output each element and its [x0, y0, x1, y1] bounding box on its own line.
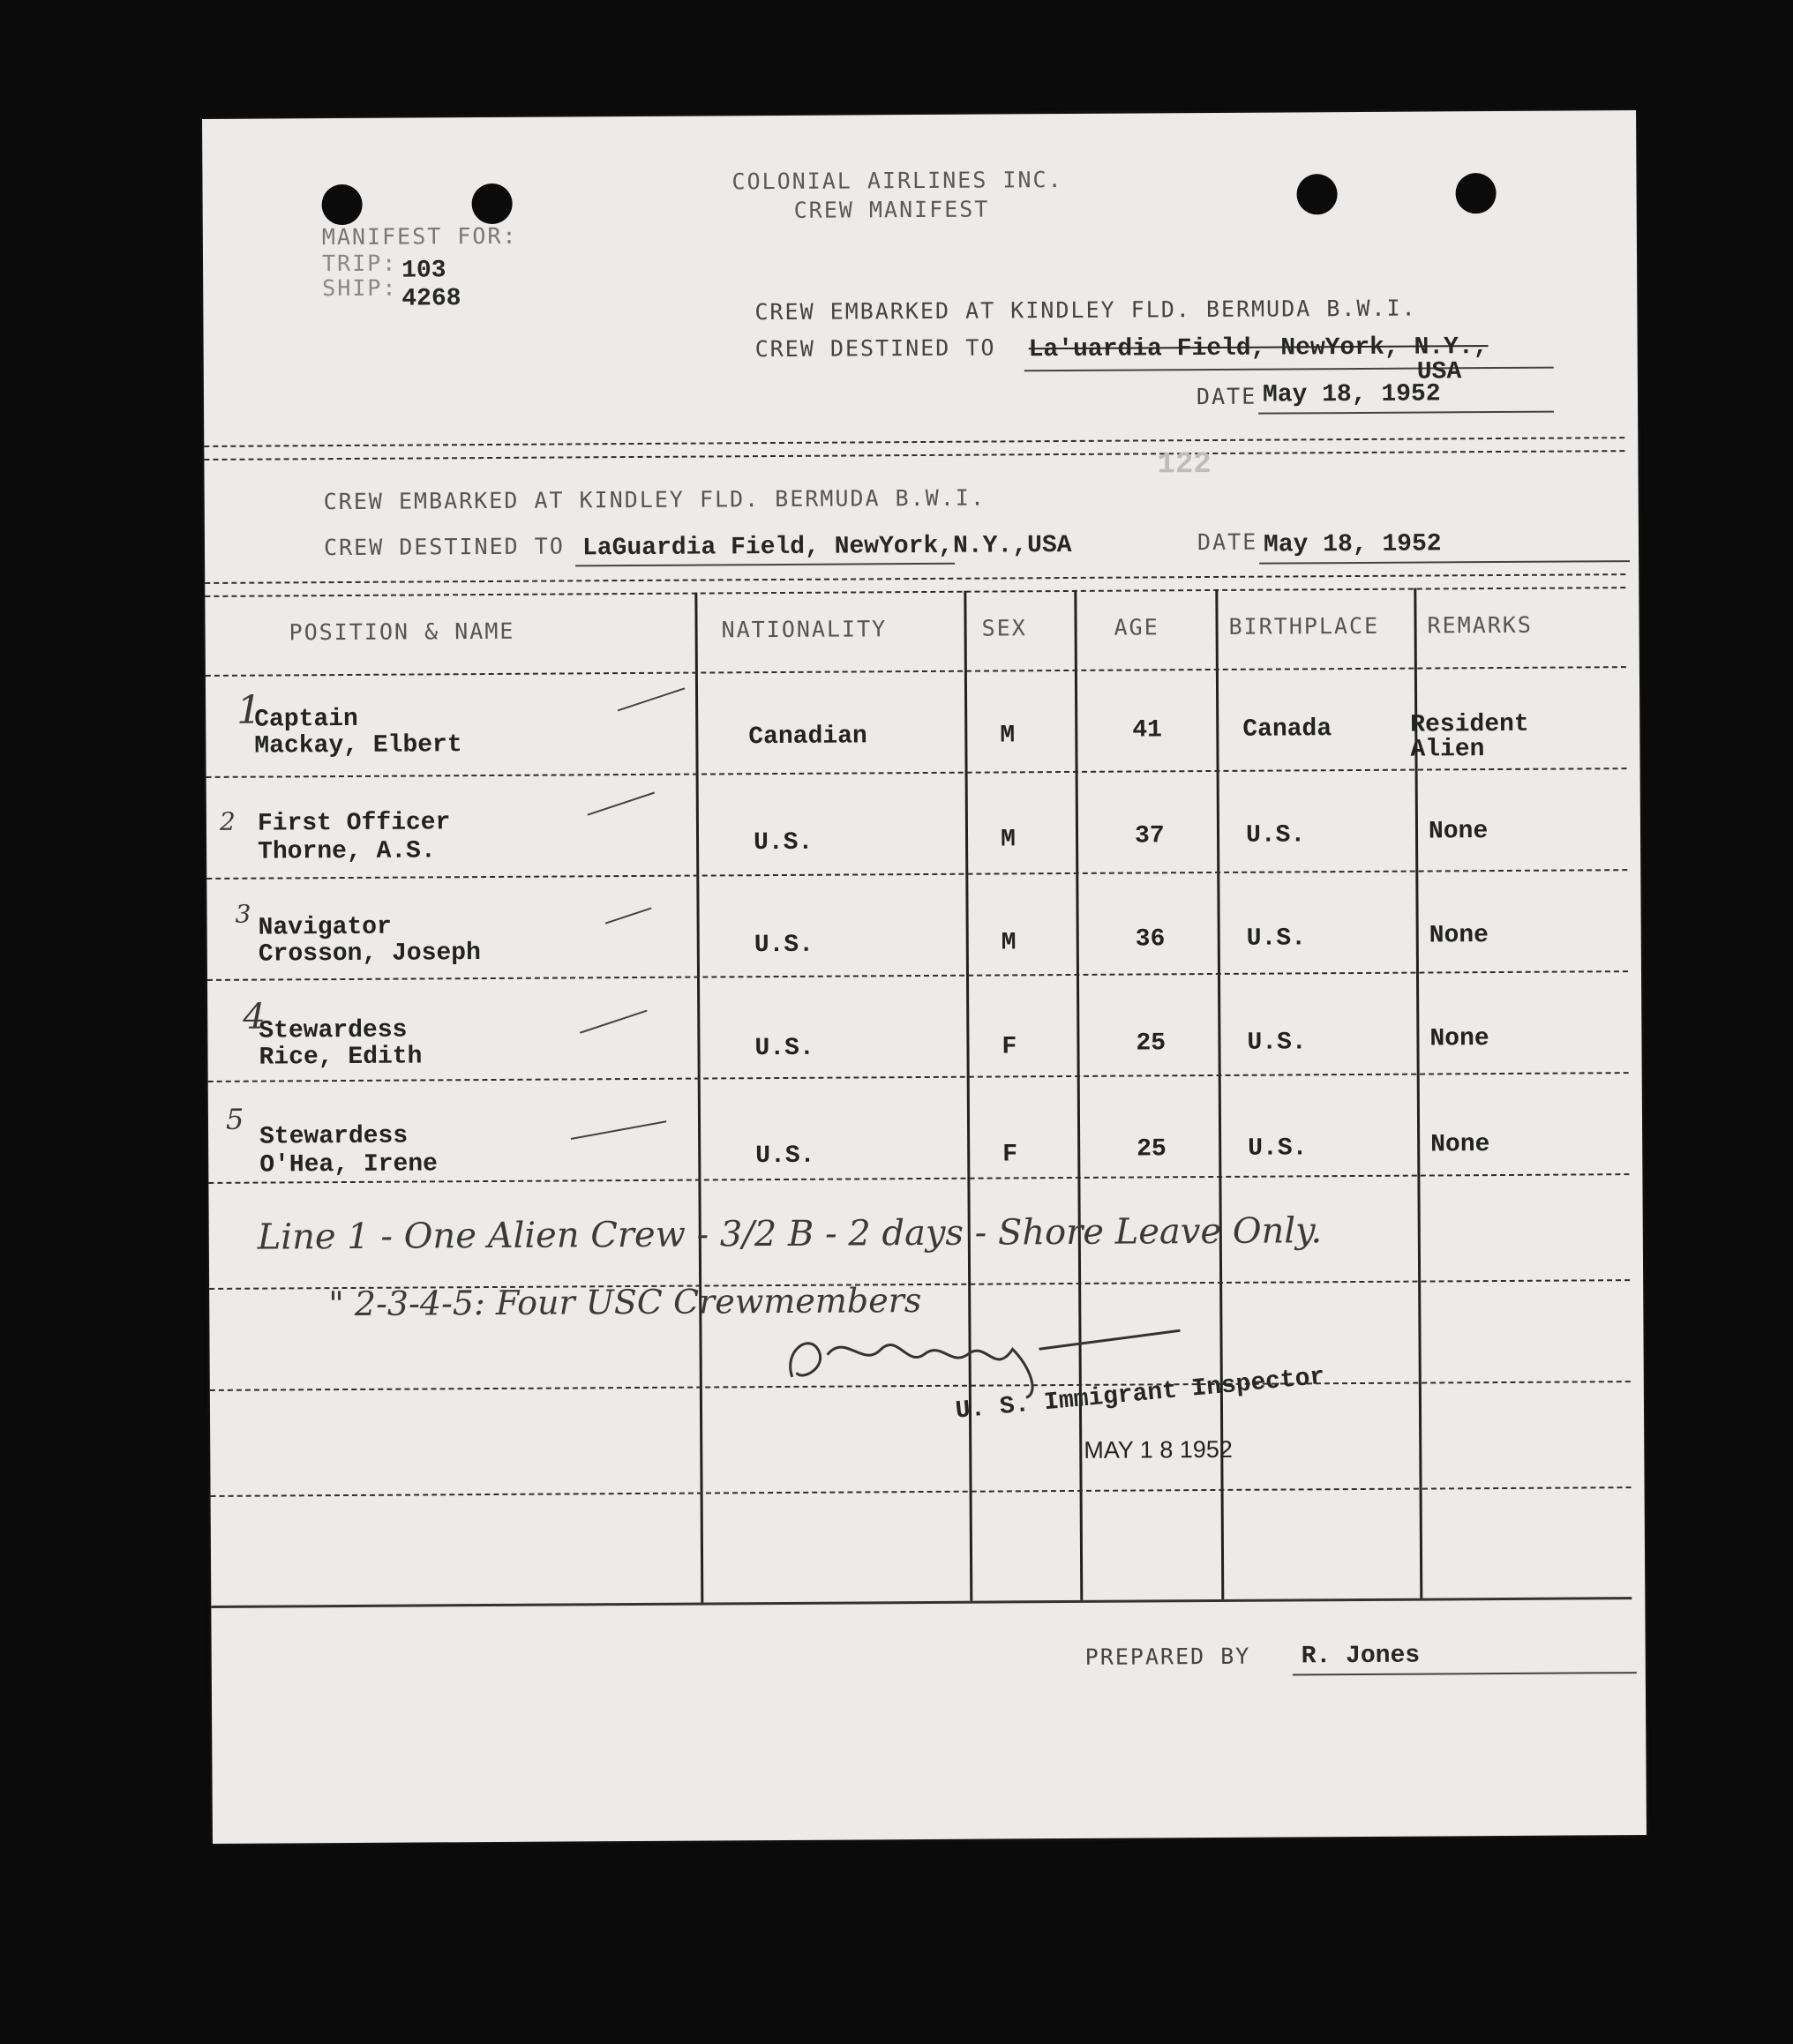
row-age: 37 [1134, 822, 1165, 850]
row-position: Stewardess [259, 1122, 409, 1151]
top-destined-value: La'uardia Field, NewYork, N.Y., [1028, 333, 1489, 364]
check-mark [618, 687, 686, 711]
row-nationality: U.S. [754, 1034, 814, 1063]
check-mark [605, 907, 652, 924]
row-name: Crosson, Joseph [258, 940, 481, 969]
row-age: 41 [1132, 716, 1163, 745]
row-remarks: None [1430, 1131, 1490, 1159]
punch-hole [321, 184, 362, 225]
ship-label: SHIP: [322, 274, 398, 302]
row-remarks: None [1429, 1025, 1489, 1053]
row-birthplace: U.S. [1247, 1029, 1307, 1057]
row-number: 5 [225, 1102, 244, 1136]
prepared-by-value: R. Jones [1301, 1642, 1421, 1671]
row-number: 2 [219, 806, 236, 836]
row-sex: M [1000, 826, 1016, 854]
row-age: 36 [1135, 925, 1166, 954]
row-name: Thorne, A.S. [258, 837, 436, 866]
row-nationality: U.S. [754, 931, 814, 960]
handwritten-note-2: " 2-3-4-5: Four USC Crewmembers [328, 1281, 922, 1324]
inspector-title: U. S. Immigrant Inspector [954, 1363, 1326, 1426]
row-nationality: Canadian [748, 723, 867, 752]
prepared-by-label: PREPARED BY [1084, 1643, 1251, 1670]
row-position: Navigator [258, 913, 392, 942]
row-name: Mackay, Elbert [254, 731, 462, 760]
col-header-position: POSITION & NAME [289, 618, 515, 646]
row-age: 25 [1136, 1029, 1167, 1058]
row-sex: M [1001, 929, 1017, 957]
row-remarks: Resident Alien [1410, 710, 1529, 764]
row-position: Captain [254, 705, 358, 734]
company-name: COLONIAL AIRLINES INC. [731, 167, 1063, 195]
punch-hole [1296, 174, 1337, 214]
row-birthplace: U.S. [1245, 821, 1306, 850]
row-number: 3 [235, 899, 251, 929]
check-mark [571, 1120, 667, 1140]
stamp-date: MAY 1 8 1952 [1084, 1435, 1233, 1464]
col-header-age: AGE [1114, 614, 1159, 640]
trip-value: 103 [401, 257, 446, 285]
row-sex: F [1002, 1141, 1018, 1169]
manifest-document [202, 110, 1647, 1844]
mid-date-label: DATE [1197, 528, 1258, 556]
row-position: Stewardess [259, 1016, 408, 1045]
row-birthplace: U.S. [1248, 1134, 1308, 1163]
row-remarks: None [1429, 922, 1489, 950]
top-destined-label: CREW DESTINED TO [754, 334, 996, 363]
mid-embarked: CREW EMBARKED AT KINDLEY FLD. BERMUDA B.W.I. [323, 484, 987, 515]
top-embarked: CREW EMBARKED AT KINDLEY FLD. BERMUDA B.W.I. [754, 295, 1417, 326]
col-header-sex: SEX [981, 615, 1027, 641]
row-number: 1 [236, 687, 262, 733]
manifest-for-label: MANIFEST FOR: [321, 222, 518, 251]
mid-destined-value: LaGuardia Field, NewYork,N.Y.,USA [581, 531, 1072, 563]
mid-destined-label: CREW DESTINED TO [323, 533, 565, 561]
row-remarks: None [1428, 818, 1489, 846]
row-age: 25 [1137, 1135, 1167, 1164]
row-birthplace: U.S. [1246, 925, 1307, 953]
handwritten-note-1: Line 1 - One Alien Crew - 3/2 B - 2 days - Shore Leave Only. [257, 1210, 1323, 1258]
punch-hole [471, 183, 512, 224]
row-birthplace: Canada [1242, 715, 1332, 744]
top-destined-country: USA [1416, 358, 1462, 386]
row-sex: F [1002, 1033, 1017, 1061]
row-position: First Officer [257, 809, 451, 838]
row-nationality: U.S. [755, 1142, 815, 1171]
check-mark [580, 1010, 648, 1034]
ship-value: 4268 [401, 285, 461, 313]
top-date-value: May 18, 1952 [1262, 380, 1441, 409]
row-sex: M [1000, 722, 1016, 750]
row-nationality: U.S. [753, 828, 814, 857]
punch-hole [1455, 173, 1496, 213]
trip-label: TRIP: [321, 250, 398, 277]
row-number: 4 [243, 996, 266, 1037]
page-number: 122 [1157, 448, 1212, 483]
row-name: Rice, Edith [259, 1043, 423, 1072]
col-header-remarks: REMARKS [1427, 611, 1534, 639]
top-date-label: DATE [1196, 383, 1257, 410]
row-name: O'Hea, Irene [259, 1150, 439, 1179]
document-title: CREW MANIFEST [793, 196, 990, 223]
check-mark [588, 792, 656, 816]
col-header-birthplace: BIRTHPLACE [1228, 612, 1380, 640]
col-header-nationality: NATIONALITY [721, 616, 888, 643]
mid-date-value: May 18, 1952 [1263, 530, 1442, 559]
